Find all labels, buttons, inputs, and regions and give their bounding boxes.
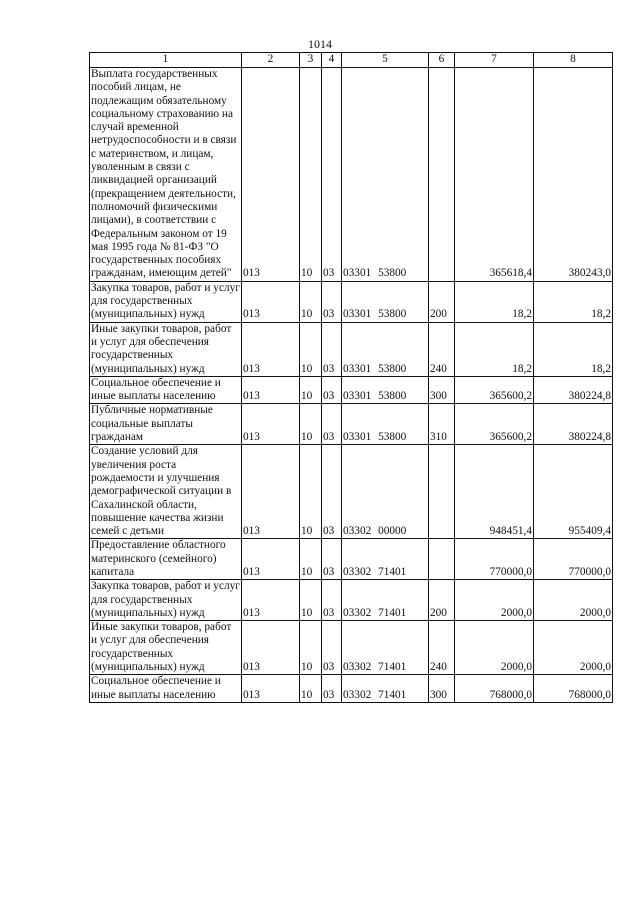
row-grbs: 013 [242,376,300,404]
row-subsection: 03 [322,281,342,322]
row-amount-year-2: 770000,0 [534,539,613,580]
header-row [90,53,613,68]
row-subsection: 03 [322,404,342,445]
col-header-amount-year-1: 7 [455,53,534,68]
row-grbs: 013 [242,281,300,322]
row-expense-type: 240 [429,322,455,376]
row-amount-year-2: 768000,0 [534,675,613,703]
row-grbs: 013 [242,404,300,445]
row-target-article: 03302 71401 [342,539,429,580]
row-amount-year-2: 18,2 [534,281,613,322]
row-expense-type: 300 [429,675,455,703]
col-header-subsection: 4 [322,53,342,68]
row-target-article: 03301 53800 [342,376,429,404]
row-name: Социальное обеспечение и иные выплаты населению [90,675,242,703]
row-amount-year-1: 2000,0 [455,621,534,675]
row-section: 10 [300,281,322,322]
row-expense-type [429,445,455,539]
row-amount-year-1: 365618,4 [455,68,534,282]
table-row [90,445,613,539]
row-section: 10 [300,445,322,539]
table-row [90,322,613,376]
row-grbs: 013 [242,539,300,580]
row-amount-year-1: 770000,0 [455,539,534,580]
col-header-section: 3 [300,53,322,68]
row-amount-year-2: 2000,0 [534,621,613,675]
row-name: Иные закупки товаров, работ и услуг для обеспечения государственных (муниципальных) нужд [90,322,242,376]
row-amount-year-1: 2000,0 [455,580,534,621]
row-section: 10 [300,675,322,703]
row-section: 10 [300,68,322,282]
row-subsection: 03 [322,539,342,580]
table-row [90,675,613,703]
row-amount-year-2: 380224,8 [534,376,613,404]
row-section: 10 [300,539,322,580]
row-amount-year-1: 948451,4 [455,445,534,539]
table-row [90,580,613,621]
row-name: Социальное обеспечение и иные выплаты населению [90,376,242,404]
row-amount-year-1: 18,2 [455,322,534,376]
page-number: 1014 [308,37,332,51]
table-row [90,376,613,404]
row-name: Выплата государственных пособий лицам, не подлежащим обязательному социальному страхованию на случай временной нетрудоспособности и в связи с материнством, и лицам, уволенным в связи с ликвидацией организаций (прекращением деятельности, полномочий физическими лицами), в соответствии с Федеральным законом от 19 мая 1995 года № 81-ФЗ "О государственных пособиях гражданам, имеющим детей" [90,68,242,282]
row-amount-year-2: 18,2 [534,322,613,376]
row-target-article: 03302 71401 [342,675,429,703]
col-header-target-article: 5 [342,53,429,68]
row-subsection: 03 [322,621,342,675]
row-grbs: 013 [242,580,300,621]
row-target-article: 03301 53800 [342,68,429,282]
row-name: Создание условий для увеличения роста рождаемости и улучшения демографической ситуации в Сахалинской области, повышение качества жизни семей с детьми [90,445,242,539]
row-target-article: 03301 53800 [342,322,429,376]
row-name: Закупка товаров, работ и услуг для государственных (муниципальных) нужд [91,281,240,321]
row-expense-type: 300 [429,376,455,404]
row-name: Закупка товаров, работ и услуг для государственных (муниципальных) нужд [91,580,240,619]
row-expense-type: 240 [429,621,455,675]
row-amount-year-2: 380224,8 [534,404,613,445]
row-subsection: 03 [322,322,342,376]
row-subsection: 03 [322,376,342,404]
row-expense-type: 310 [429,404,455,445]
row-section: 10 [300,580,322,621]
row-subsection: 03 [322,580,342,621]
row-target-article: 03302 00000 [342,445,429,539]
table-row [90,68,613,282]
row-grbs: 013 [242,322,300,376]
row-amount-year-2: 955409,4 [534,445,613,539]
row-expense-type [429,539,455,580]
row-grbs: 013 [242,445,300,539]
table-row [90,621,613,675]
row-amount-year-1: 768000,0 [455,675,534,703]
row-section: 10 [300,376,322,404]
row-amount-year-2: 2000,0 [534,580,613,621]
row-section: 10 [300,621,322,675]
table-row [90,539,613,580]
row-grbs: 013 [242,68,300,282]
row-section: 10 [300,322,322,376]
row-expense-type: 200 [429,281,455,322]
row-target-article: 03302 71401 [342,621,429,675]
row-amount-year-1: 365600,2 [455,404,534,445]
col-header-expense-type: 6 [429,53,455,68]
table-row [90,281,613,322]
row-amount-year-1: 18,2 [455,281,534,322]
row-name: Иные закупки товаров, работ и услуг для обеспечения государственных (муниципальных) нужд [90,621,242,675]
row-grbs: 013 [242,621,300,675]
row-grbs: 013 [242,675,300,703]
row-expense-type [429,68,455,282]
row-expense-type: 200 [429,580,455,621]
table-row [90,404,613,445]
row-target-article: 03301 53800 [342,281,429,322]
budget-table [89,52,613,703]
row-name: Публичные нормативные социальные выплаты гражданам [90,404,242,445]
col-header-grbs: 2 [242,53,300,68]
row-subsection: 03 [322,675,342,703]
row-subsection: 03 [322,68,342,282]
col-header-name: 1 [90,53,242,68]
row-subsection: 03 [322,445,342,539]
row-amount-year-2: 380243,0 [534,68,613,282]
row-amount-year-1: 365600,2 [455,376,534,404]
col-header-amount-year-2: 8 [534,53,613,68]
row-section: 10 [300,404,322,445]
row-name: Предоставление областного материнского (семейного) капитала [90,539,242,580]
row-target-article: 03301 53800 [342,404,429,445]
row-target-article: 03302 71401 [342,580,429,621]
